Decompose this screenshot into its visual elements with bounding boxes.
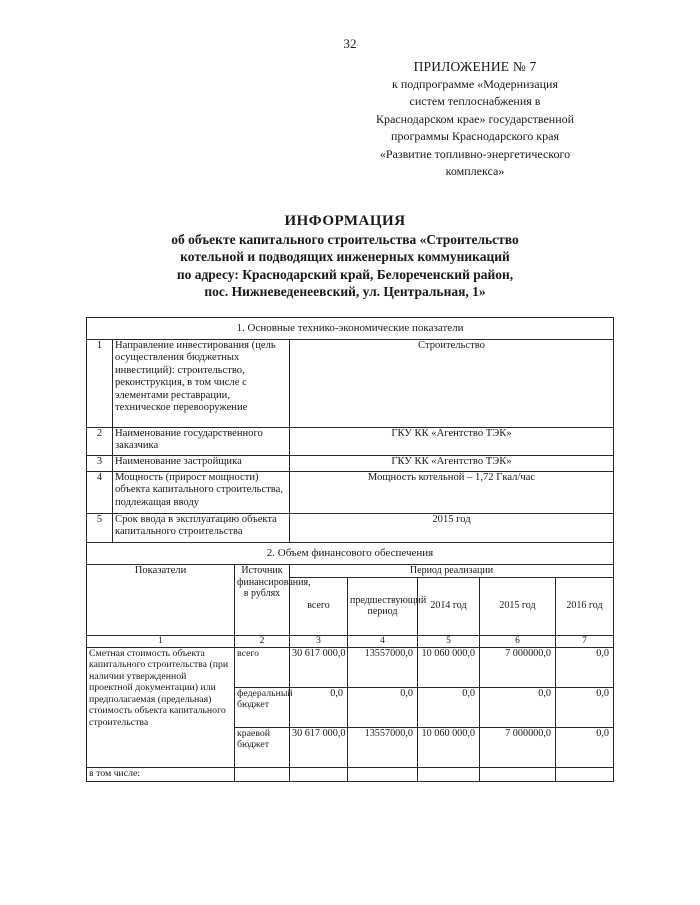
column-number: 1	[87, 635, 235, 647]
row-value: ГКУ КК «Агентство ТЭК»	[290, 456, 614, 472]
column-number: 3	[290, 635, 348, 647]
row-label: Наименование государственного заказчика	[113, 428, 290, 456]
indicator-label: Сметная стоимость объекта капитального строительства (при наличии утвержденной проектной документации) или предполагаемая (предельная) стоимость объекта капитального строительства	[87, 647, 235, 767]
header-source: Источник финансирования, в рублях	[235, 565, 290, 636]
previous-cell: 0,0	[348, 687, 418, 727]
y2014-cell: 10 060 000,0	[418, 647, 480, 687]
source-cell: краевой бюджет	[235, 727, 290, 767]
header-2016: 2016 год	[556, 577, 614, 635]
column-number: 2	[235, 635, 290, 647]
row-number: 4	[87, 472, 113, 514]
row-value: Мощность котельной – 1,72 Гкал/час	[290, 472, 614, 514]
y2016-cell: 0,0	[556, 687, 614, 727]
header-total: всего	[290, 577, 348, 635]
appendix-line: к подпрограмме «Модернизация	[392, 76, 558, 91]
y2015-cell: 0,0	[480, 687, 556, 727]
appendix-block	[350, 58, 600, 181]
row-number: 5	[87, 514, 113, 543]
appendix-title: ПРИЛОЖЕНИЕ № 7	[413, 59, 537, 74]
section1-title: 1. Основные технико-экономические показатели	[87, 318, 614, 340]
y2016-cell: 0,0	[556, 727, 614, 767]
previous-cell: 13557000,0	[348, 727, 418, 767]
source-cell: федеральный бюджет	[235, 687, 290, 727]
heading-line: об объекте капитального строительства «Строительство	[171, 231, 519, 247]
page-number: 32	[343, 36, 357, 51]
header-2014: 2014 год	[418, 577, 480, 635]
total-cell: 0,0	[290, 687, 348, 727]
y2015-cell: 7 000000,0	[480, 647, 556, 687]
column-number: 5	[418, 635, 480, 647]
column-number: 4	[348, 635, 418, 647]
total-cell: 30 617 000,0	[290, 647, 348, 687]
appendix-line: систем теплоснабжения в	[409, 94, 541, 108]
info-table-wrapper	[86, 317, 613, 782]
document-heading	[60, 213, 630, 301]
y2014-cell: 0,0	[418, 687, 480, 727]
y2014-cell: 10 060 000,0	[418, 727, 480, 767]
row-value: Строительство	[290, 340, 614, 428]
header-indicators: Показатели	[87, 565, 235, 636]
document-title: ИНФОРМАЦИЯ	[284, 213, 406, 229]
info-table	[86, 317, 614, 782]
previous-cell: 13557000,0	[348, 647, 418, 687]
heading-line: котельной и подводящих инженерных коммуникаций	[180, 249, 510, 264]
total-cell: 30 617 000,0	[290, 727, 348, 767]
header-period: Период реализации	[290, 565, 614, 578]
appendix-line: комплекса»	[445, 164, 505, 178]
header-previous: предшествующий период	[348, 577, 418, 635]
heading-line: по адресу: Краснодарский край, Белореченский район,	[176, 266, 514, 282]
appendix-line: Краснодарском крае» государственной	[375, 111, 575, 126]
row-label: Направление инвестирования (цель осуществления бюджетных инвестиций): строительство, реконструкция, в том числе с элементами реставрации, техническое перевооружение	[113, 340, 290, 428]
including-label: в том числе:	[87, 767, 235, 781]
appendix-line: «Развитие топливно-энергетического	[379, 146, 571, 161]
row-label: Наименование застройщика	[113, 456, 290, 472]
row-value: 2015 год	[290, 514, 614, 543]
section2-title: 2. Объем финансового обеспечения	[87, 543, 614, 565]
row-value: ГКУ КК «Агентство ТЭК»	[290, 428, 614, 456]
appendix-line: программы Краснодарского края	[391, 129, 559, 143]
y2015-cell: 7 000000,0	[480, 727, 556, 767]
row-label: Срок ввода в эксплуатацию объекта капитального строительства	[113, 514, 290, 543]
source-cell: всего	[235, 647, 290, 687]
column-number: 6	[480, 635, 556, 647]
row-number: 2	[87, 428, 113, 456]
row-label: Мощность (прирост мощности) объекта капитального строительства, подлежащая вводу	[113, 472, 290, 514]
row-number: 1	[87, 340, 113, 428]
y2016-cell: 0,0	[556, 647, 614, 687]
heading-line: пос. Нижневеденеевский, ул. Центральная, 1»	[204, 284, 486, 299]
header-2015: 2015 год	[480, 577, 556, 635]
column-number: 7	[556, 635, 614, 647]
row-number: 3	[87, 456, 113, 472]
